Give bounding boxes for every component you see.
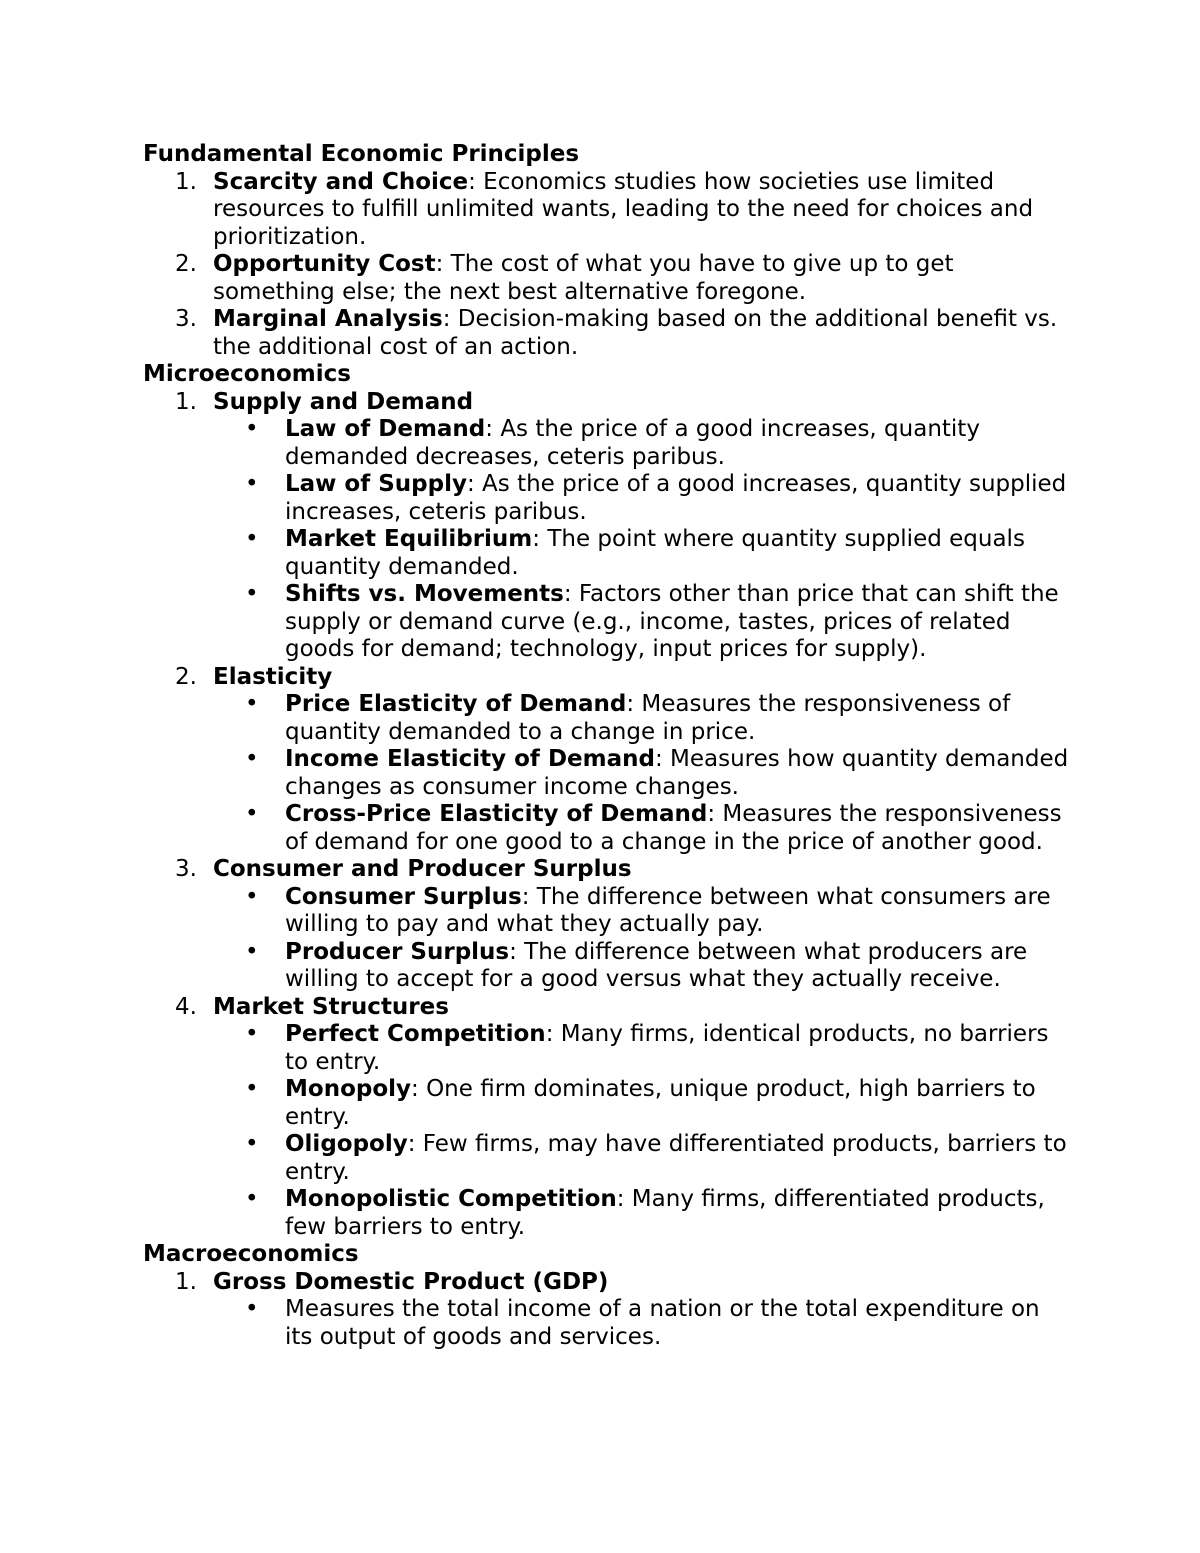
item-number: 4.	[175, 993, 197, 1020]
numbered-list	[143, 1269, 1073, 1352]
bullet-item	[213, 526, 1073, 581]
bullet-marker: •	[245, 746, 259, 772]
bullet-description: : The difference between what producers are willing to accept for a good versus what they actually receive.	[285, 938, 1028, 992]
bullet-marker: •	[245, 526, 259, 552]
bullet-item	[213, 746, 1073, 801]
bullet-term: Price Elasticity of Demand	[285, 691, 627, 717]
bullet-description: : As the price of a good increases, quantity supplied increases, ceteris paribus.	[285, 471, 1067, 525]
bullet-description: : Measures the responsiveness of quantity demanded to a change in price.	[285, 691, 1011, 745]
item-number: 1.	[175, 168, 197, 195]
bullet-marker: •	[245, 1076, 259, 1102]
bullet-term: Oligopoly	[285, 1131, 408, 1157]
bullet-term: Monopoly	[285, 1076, 412, 1102]
numbered-list	[143, 169, 1073, 362]
item-term: Supply and Demand	[213, 388, 474, 415]
section-heading: Macroeconomics	[143, 1241, 359, 1267]
bullet-term: Perfect Competition	[285, 1021, 546, 1047]
bullet-list	[213, 1021, 1073, 1241]
list-item	[143, 389, 1073, 664]
bullet-marker: •	[245, 416, 259, 442]
bullet-term: Shifts vs. Movements	[285, 581, 564, 607]
bullet-description: : Factors other than price that can shift the supply or demand curve (e.g., income, tastes, prices of related goods for demand; technology, input prices for supply).	[285, 581, 1059, 662]
item-term: Opportunity Cost	[213, 251, 436, 277]
bullet-list	[213, 416, 1073, 664]
item-number: 1.	[175, 1268, 197, 1295]
list-item	[143, 169, 1073, 252]
list-item	[143, 856, 1073, 994]
item-number: 2.	[175, 251, 197, 277]
bullet-list	[213, 1296, 1073, 1351]
item-number: 2.	[175, 663, 197, 690]
bullet-description: Measures the total income of a nation or the total expenditure on its output of goods and services.	[285, 1296, 1040, 1350]
item-term: Consumer and Producer Surplus	[213, 856, 632, 882]
bullet-description: : Measures the responsiveness of demand for one good to a change in the price of another good.	[285, 801, 1062, 855]
bullet-item	[213, 1186, 1073, 1241]
bullet-description: : The point where quantity supplied equals quantity demanded.	[285, 526, 1025, 580]
list-item	[143, 664, 1073, 857]
list-item	[143, 1269, 1073, 1352]
list-item	[143, 251, 1073, 306]
bullet-marker: •	[245, 581, 259, 607]
bullet-item	[213, 884, 1073, 939]
bullet-description: : Many firms, identical products, no barriers to entry.	[285, 1021, 1049, 1075]
bullet-marker: •	[245, 883, 259, 910]
item-term: Marginal Analysis	[213, 306, 443, 332]
bullet-item	[213, 581, 1073, 664]
item-term: Scarcity and Choice	[213, 168, 469, 195]
bullet-marker: •	[245, 938, 259, 965]
bullet-term: Income Elasticity of Demand	[285, 746, 655, 772]
bullet-item	[213, 471, 1073, 526]
item-number: 1.	[175, 388, 197, 415]
item-number: 3.	[175, 856, 197, 882]
bullet-description: : One firm dominates, unique product, high barriers to entry.	[285, 1076, 1036, 1130]
bullet-list	[213, 884, 1073, 994]
numbered-list	[143, 389, 1073, 1242]
bullet-item	[213, 801, 1073, 856]
item-description: : Economics studies how societies use limited resources to fulfill unlimited wants, leading to the need for choices and prioritization.	[213, 168, 1034, 250]
item-term: Market Structures	[213, 993, 449, 1020]
list-item	[143, 994, 1073, 1242]
bullet-marker: •	[245, 801, 259, 827]
bullet-item	[213, 1076, 1073, 1131]
bullet-marker: •	[245, 1186, 259, 1212]
bullet-term: Consumer Surplus	[285, 883, 522, 910]
bullet-description: : Measures how quantity demanded changes as consumer income changes.	[285, 746, 1069, 800]
bullet-item	[213, 939, 1073, 994]
item-number: 3.	[175, 306, 197, 332]
bullet-term: Market Equilibrium	[285, 526, 533, 552]
section-heading: Microeconomics	[143, 361, 351, 387]
document-page	[143, 141, 1073, 1351]
bullet-description: : The difference between what consumers are willing to pay and what they actually pay.	[285, 883, 1051, 937]
bullet-term: Producer Surplus	[285, 938, 510, 965]
bullet-item	[213, 416, 1073, 471]
bullet-marker: •	[245, 1296, 259, 1322]
bullet-marker: •	[245, 1131, 259, 1157]
bullet-item	[213, 1021, 1073, 1076]
item-description: : The cost of what you have to give up to get something else; the next best alternative foregone.	[213, 251, 954, 305]
item-description: : Decision-making based on the additional benefit vs. the additional cost of an action.	[213, 306, 1058, 360]
bullet-description: : As the price of a good increases, quantity demanded decreases, ceteris paribus.	[285, 416, 980, 470]
bullet-list	[213, 691, 1073, 856]
list-item	[143, 306, 1073, 361]
bullet-item	[213, 1296, 1073, 1351]
bullet-term: Monopolistic Competition	[285, 1186, 617, 1212]
item-term: Gross Domestic Product (GDP)	[213, 1268, 609, 1295]
item-term: Elasticity	[213, 663, 333, 690]
section-heading: Fundamental Economic Principles	[143, 141, 580, 167]
bullet-term: Law of Supply	[285, 471, 467, 497]
bullet-description: : Few firms, may have differentiated products, barriers to entry.	[285, 1131, 1067, 1185]
bullet-term: Law of Demand	[285, 416, 486, 442]
bullet-marker: •	[245, 471, 259, 497]
bullet-item	[213, 1131, 1073, 1186]
bullet-term: Cross-Price Elasticity of Demand	[285, 801, 708, 827]
bullet-description: : Many firms, differentiated products, few barriers to entry.	[285, 1186, 1045, 1240]
bullet-item	[213, 691, 1073, 746]
bullet-marker: •	[245, 691, 259, 717]
bullet-marker: •	[245, 1021, 259, 1047]
